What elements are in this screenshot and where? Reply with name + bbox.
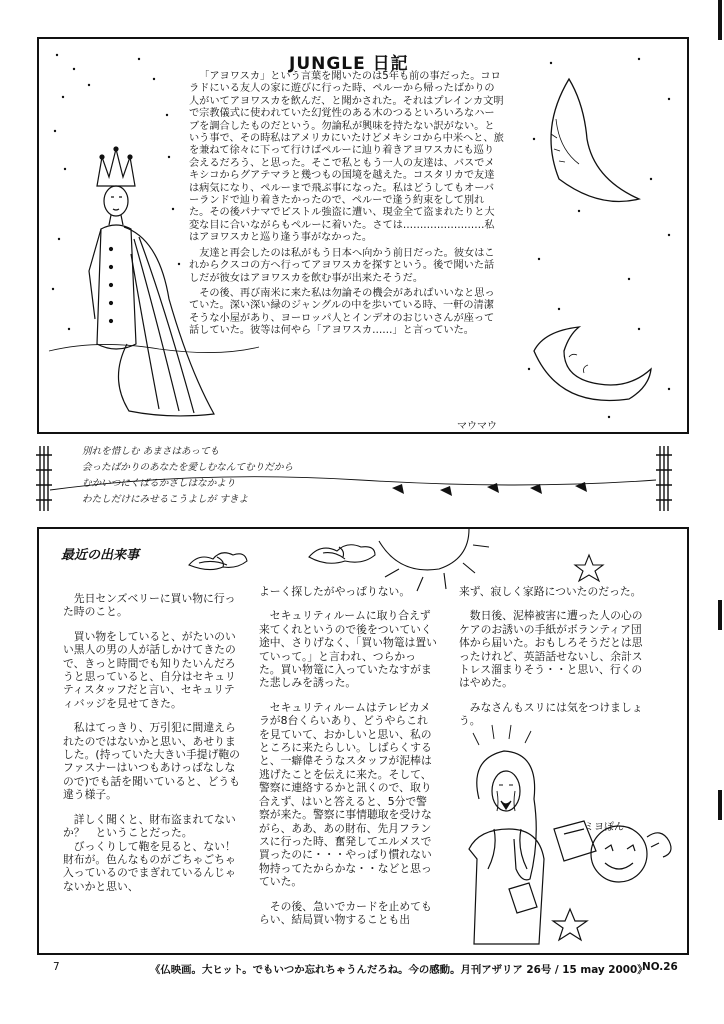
poem-line: むかいつにくばるかさしはなかより bbox=[82, 478, 236, 489]
jungle-diary-title: JUNGLE 日記 bbox=[289, 54, 409, 74]
recent-column-1 bbox=[63, 592, 247, 904]
scan-edge-mark bbox=[718, 790, 722, 820]
jungle-paragraph: 友達と再会したのは私がもう日本へ向かう前日だった。彼女はこれからクスコの方へ行ってアヨワスカを探すという。後で聞いた話しだが彼女はアヨワスカを飲む事が出来たそうだ。 bbox=[189, 247, 495, 284]
scan-edge-mark bbox=[718, 600, 722, 630]
cloud-left bbox=[189, 553, 247, 570]
recent-paragraph: 詳しく聞くと、財布盗まれてないか？ ということだった。 bbox=[63, 812, 236, 840]
poem-line: わたしだけにみせるこうよしが すきよ bbox=[82, 494, 249, 505]
recent-events-title: 最近の出来事 bbox=[61, 548, 140, 563]
smiling-face bbox=[591, 826, 647, 882]
cloud-right bbox=[309, 545, 375, 564]
recent-paragraph: その後、急いでカードを止めてもらい、結局買い物することも出 bbox=[259, 899, 432, 926]
recent-paragraph: 来ず、寂しく家路についたのだった。 bbox=[459, 585, 642, 598]
recent-paragraph: 私はてっきり、万引犯に間違えられたのではないかと思い、あせりました。(持っていた大きい手提げ鞄のファスナーはいつもあけっぱなしなので)でも話を聞いていると、どうも違う様子。 bbox=[63, 721, 240, 802]
footer-caption: 《仏映画。大ヒット。でもいつか忘れちゃうんだろね。今の感動。月刊アザリア 26号 / 15 may 2000》 bbox=[150, 964, 648, 976]
recent-paragraph: 買い物をしていると、がたいのいい黒人の男の人が話しかけてきたので、きっと時間でも知りたいんだろうと思っていると、自分はセキュリティスタッフだと言い、セキュリティバッジを見せてきた。 bbox=[63, 629, 236, 710]
recent-paragraph: びっくりして鞄を見ると、ない！ 財布が。色んなものがごちゃごちゃ入っているのでまぎれているんじゃないかと思い、 bbox=[63, 839, 247, 893]
recent-column-2 bbox=[259, 585, 437, 937]
recent-author: ミヨぽん bbox=[584, 822, 624, 833]
jungle-author: マウマウ bbox=[457, 421, 497, 432]
scan-edge-mark bbox=[718, 0, 722, 40]
issue-number: NO.26 bbox=[642, 961, 678, 973]
recent-paragraph: セキュリティルームはテレビカメラが8台くらいあり、どうやらこれを見ていて、おかしいと思い、私のところに来たらしい。しばらくすると、一癖偉そうなスタッフが泥棒は逃げたことを伝えに来た。そして、警察に連絡するかと訊くので、取り合えず、はいと答えると、5分で警察が来た。警察に事情聴取を受けながら、ああ、あの財布、先月フランスに行った時、奮発してエルメスで買ったのに・・・やっぱり慣れない物持ってたからかな・・などと思っていた。 bbox=[259, 700, 432, 889]
handwritten-poem bbox=[82, 444, 293, 508]
recent-paragraph: よーく探したがやっぱりない。 bbox=[259, 585, 411, 598]
poem-line: 別れを惜しむ あまさはあっても bbox=[82, 446, 220, 457]
recent-events-box bbox=[37, 527, 689, 955]
poem-line: 会ったばかりのあなたを愛しむなんてむりだから bbox=[82, 462, 294, 473]
crying-woman-illustration bbox=[469, 725, 671, 944]
star-small bbox=[575, 555, 603, 581]
recent-paragraph: 数日後、泥棒被害に遭った人の心のケアのお誘いの手紙がボランティア団体から届いた。おもしろそうだとは思ったけれど、英語話せないし、余計ストレス溜まりそう・・と思い、行くのはやめた。 bbox=[459, 609, 643, 690]
recent-paragraph: 先日センズベリーに買い物に行った時のこと。 bbox=[63, 592, 236, 619]
recent-paragraph: みなさんもスリには気をつけましょう。 bbox=[459, 700, 643, 728]
recent-paragraph: セキュリティルームに取り合えず来てくれというので後をついていく途中、さりげなく、「買い物篭は置いていって。」と言われ、つらかった。買い物篭に入っていたなすがまた悲しみを誘った。 bbox=[259, 609, 437, 690]
page-number: 7 bbox=[53, 961, 60, 973]
jungle-paragraph: 「アヨワスカ」という言葉を聞いたのは5年も前の事だった。コロラドにいる友人の家に遊びに行った時、ペルーから帰ったばかりの人がいてアヨワスカを飲んだ、と聞かされた。それはプレインカ文明で宗教儀式に使われていた幻覚性のある木のつるといろいろなハーブを調合したものだという。勿論私が興味を持たない訳がない。という事で、その時私はアメリカにいたけどメキシコから中米へと、旅を兼ねて徐々に下って行けばペルーに辿り着きアヨワスカにも巡り会えるだろう、と思った。そこで私ともう一人の友達は、バスでメキシコからグアテマラと幾つもの国境を越えた。コスタリカで友達は病気になり、ペルーまで飛ぶ事になった。私はどうしてもオーバーランドで辿り着きたかったので、ペルーで逢う約束をして別れた。その後パナマでピストル強盗に遭い、現金全て盗まれたりと大変な目に合いながらもペルーに着いた。さては……………………私はアヨワスカと巡り逢う事がなかった。 bbox=[189, 71, 504, 244]
sun-arc bbox=[379, 529, 469, 570]
jungle-paragraph: その後、再び南米に来た私は勿論その機会があればいいなと思っていた。深い深い緑のジャングルの中を歩いている時、一軒の清潔そうな小屋があり、ヨーロッパ人とインデオのおじいさんが座って話していた。彼等は何やら「アヨワスカ……」と言っていた。 bbox=[189, 287, 495, 337]
hand-bag bbox=[509, 883, 537, 913]
recent-column-3 bbox=[459, 585, 649, 739]
hanging-tassels bbox=[392, 482, 587, 496]
